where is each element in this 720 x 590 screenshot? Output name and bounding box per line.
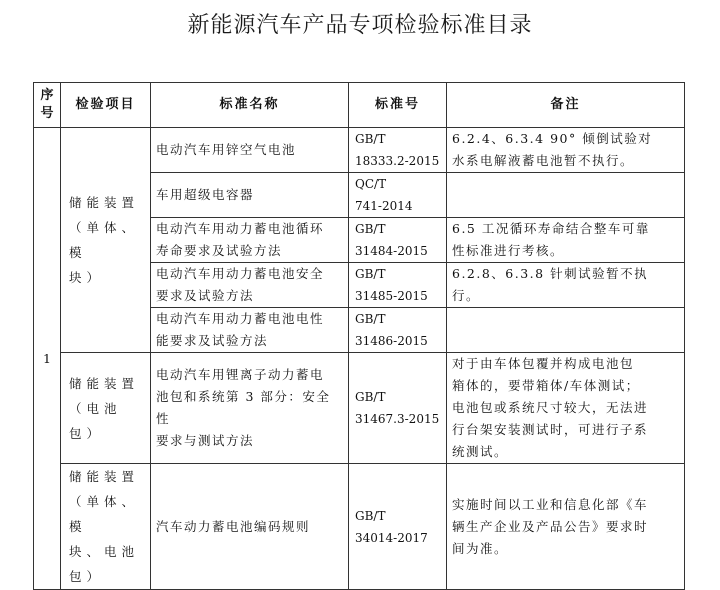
- standard-name: [151, 308, 349, 353]
- header-item: 检验项目: [61, 83, 151, 128]
- standard-number: [349, 173, 447, 218]
- text-line: 统测试。: [452, 444, 509, 459]
- item-storage-pack: [61, 353, 151, 464]
- text-line: 实施时间以工业和信息化部《车: [452, 496, 649, 512]
- header-no-line1: 序: [40, 88, 54, 103]
- standard-name: [151, 353, 349, 464]
- header-std: 标准号: [349, 83, 447, 128]
- header-no-line2: 号: [40, 106, 54, 121]
- text-line: 池包和系统第 3 部分：安全性: [156, 389, 331, 426]
- text-line: 18333.2-2015: [355, 154, 440, 168]
- text-line: 块、电池包）: [69, 544, 140, 584]
- text-line: GB/T: [355, 390, 386, 404]
- text-line: 31484-2015: [355, 244, 428, 258]
- header-row: [34, 83, 685, 128]
- text-line: QC/T: [355, 177, 387, 191]
- text-line: 辆生产企业及产品公告》要求时: [452, 518, 649, 534]
- standard-number: [349, 263, 447, 308]
- text-line: （单体、模: [69, 220, 140, 260]
- standard-name: [151, 218, 349, 263]
- text-line: 电动汽车用动力蓄电池电性: [156, 311, 325, 326]
- standard-note: [447, 128, 685, 173]
- item-storage-all-lines: [69, 464, 145, 589]
- text-line: GB/T: [355, 222, 386, 236]
- standard-name: [151, 263, 349, 308]
- text-line: 电动汽车用动力蓄电池安全: [156, 266, 325, 281]
- standard-note: [447, 173, 685, 218]
- text-line: 储能装置: [69, 195, 140, 210]
- text-line: 31467.3-2015: [355, 412, 440, 426]
- text-line: （单体、模: [69, 494, 140, 534]
- text-line: 电动汽车用动力蓄电池循环: [156, 221, 325, 236]
- item-storage-all: [61, 464, 151, 590]
- table-row: [34, 464, 685, 590]
- standard-note: [447, 353, 685, 464]
- text-line: 741-2014: [355, 199, 413, 213]
- text-line: GB/T: [355, 508, 386, 523]
- header-name: 标准名称: [151, 83, 349, 128]
- text-line: 块）: [69, 270, 105, 285]
- standard-note: [447, 464, 685, 590]
- text-line: 能要求及试验方法: [156, 333, 269, 348]
- text-line: 34014-2017: [355, 530, 428, 545]
- standard-number: [349, 128, 447, 173]
- table-row: [34, 353, 685, 464]
- text-line: 寿命要求及试验方法: [156, 243, 283, 258]
- standard-number: [349, 353, 447, 464]
- text-line: 要求及试验方法: [156, 288, 255, 303]
- text-line: 6.2.8、6.3.8 针刺试验暂不执: [452, 266, 649, 281]
- text-line: 储能装置: [69, 375, 140, 391]
- text-line: GB/T: [355, 267, 386, 281]
- standard-note: [447, 218, 685, 263]
- text-line: GB/T: [355, 132, 386, 146]
- page-title: 新能源汽车产品专项检验标准目录: [187, 13, 533, 38]
- text-line: （电池包）: [69, 400, 122, 441]
- item-storage-cell: [61, 128, 151, 353]
- group-number: 1: [34, 128, 61, 590]
- text-line: 箱体的，要带箱体/车体测试；: [452, 378, 640, 393]
- standard-note: [447, 308, 685, 353]
- item-storage-pack-lines: [69, 371, 145, 446]
- text-line: 行台架安装测试时，可进行子系: [452, 422, 649, 437]
- standard-name: [151, 173, 349, 218]
- text-line: 要求与测试方法: [156, 433, 255, 448]
- item-storage-cell-lines: [69, 190, 145, 290]
- text-line: 储能装置: [69, 469, 140, 484]
- standards-table: [33, 82, 685, 590]
- standard-name: [151, 464, 349, 590]
- header-note: 备注: [447, 83, 685, 128]
- text-line: 电动汽车用锂离子动力蓄电: [156, 367, 325, 382]
- text-line: 性标准进行考核。: [452, 243, 565, 258]
- standard-name: [151, 128, 349, 173]
- text-line: 电动汽车用锌空气电池: [156, 142, 297, 157]
- header-no: [34, 83, 61, 128]
- standard-note: [447, 263, 685, 308]
- text-line: 间为准。: [452, 540, 509, 556]
- text-line: 汽车动力蓄电池编码规则: [156, 518, 311, 534]
- text-line: 电池包或系统尺寸较大，无法进: [452, 400, 649, 415]
- table-row: [34, 128, 685, 173]
- text-line: 行。: [452, 288, 481, 303]
- text-line: 6.2.4、6.3.4 90° 倾倒试验对: [452, 131, 653, 146]
- standard-number: [349, 218, 447, 263]
- text-line: 对于由车体包覆并构成电池包: [452, 356, 635, 371]
- text-line: 31486-2015: [355, 334, 428, 348]
- text-line: 31485-2015: [355, 289, 428, 303]
- text-line: GB/T: [355, 312, 386, 326]
- standard-number: [349, 308, 447, 353]
- text-line: 车用超级电容器: [156, 187, 255, 202]
- standard-number: [349, 464, 447, 590]
- text-line: 水系电解液蓄电池暂不执行。: [452, 153, 635, 168]
- text-line: 6.5 工况循环寿命结合整车可靠: [452, 221, 650, 236]
